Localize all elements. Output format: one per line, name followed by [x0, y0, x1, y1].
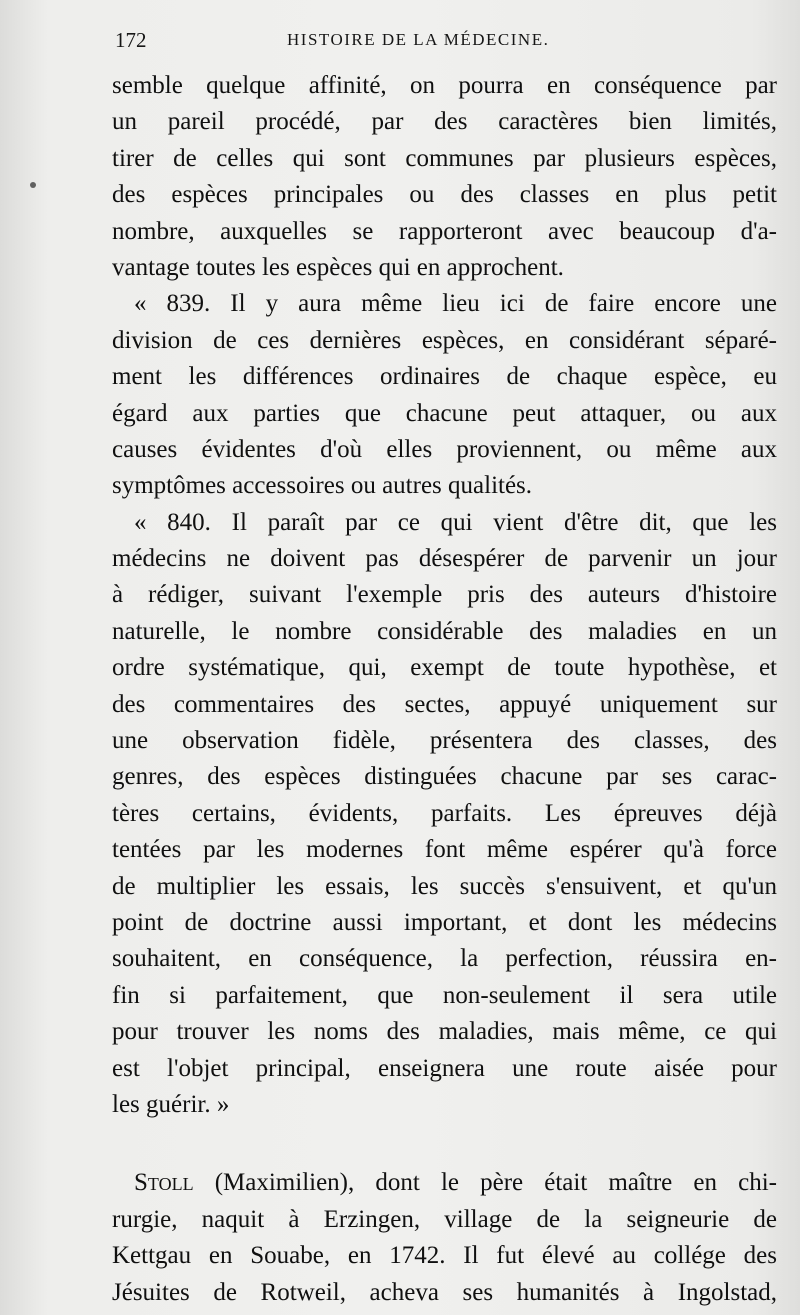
text-line: ordre systématique, qui, exempt de toute hypothèse, et [112, 654, 777, 682]
text-line: naturelle, le nombre considérable des maladies en un [112, 617, 777, 645]
running-head [115, 28, 780, 58]
text-line: Kettgau en Souabe, en 1742. Il fut élevé au collége des [112, 1242, 777, 1270]
text-line: fin si parfaitement, que non-seulement il sera utile [112, 981, 777, 1009]
text-line: est l'objet principal, enseignera une route aisée pour [112, 1054, 777, 1082]
text-line: rurgie, naquit à Erzingen, village de la seigneurie de [112, 1205, 777, 1233]
stoll-entry-start [112, 1165, 777, 1201]
text-line: tentées par les modernes font même espérer qu'à force [112, 836, 777, 864]
stoll-line-text: (Maximilien), dont le père était maître en chi- [193, 1169, 777, 1197]
margin-mark [30, 182, 36, 188]
text-line: tirer de celles qui sont communes par plusieurs espèces, [112, 144, 777, 172]
stoll-name: Stoll [134, 1169, 194, 1197]
body-text [112, 68, 777, 1311]
text-line: causes évidentes d'où elles proviennent, ou même aux [112, 435, 777, 463]
text-line: semble quelque affinité, on pourra en conséquence par [112, 72, 777, 99]
text-line: les guérir. » [112, 1090, 230, 1118]
text-line: Jésuites de Rotweil, acheva ses humanités à Ingolstad, [112, 1278, 777, 1306]
text-line: des commentaires des sectes, appuyé uniquement sur [112, 690, 777, 718]
text-line: souhaitent, en conséquence, la perfection, réussira en- [112, 945, 777, 973]
text-line: vantage toutes les espèces qui en approchent. [112, 253, 564, 281]
text-line: tères certains, évidents, parfaits. Les épreuves déjà [112, 799, 777, 827]
text-line: de multiplier les essais, les succès s'ensuivent, et qu'un [112, 872, 777, 900]
paragraph-839-start: « 839. Il y aura même lieu ici de faire encore une [134, 290, 777, 318]
page-number: 172 [115, 28, 147, 52]
text-line: un pareil procédé, par des caractères bien limités, [112, 108, 777, 136]
section-gap [112, 1123, 777, 1165]
text-line: symptômes accessoires ou autres qualités. [112, 472, 533, 500]
text-line: pour trouver les noms des maladies, mais même, ce qui [112, 1018, 777, 1046]
running-title: HISTOIRE DE LA MÉDECINE. [287, 30, 550, 49]
text-line: genres, des espèces distinguées chacune par ses carac- [112, 763, 777, 791]
text-line: à rédiger, suivant l'exemple pris des auteurs d'histoire [112, 581, 777, 609]
text-line: nombre, auxquelles se rapporteront avec beaucoup d'a- [112, 217, 777, 245]
text-line: ment les différences ordinaires de chaque espèce, eu [112, 363, 777, 391]
text-line: égard aux parties que chacune peut attaquer, ou aux [112, 399, 777, 427]
text-line: des espèces principales ou des classes en plus petit [112, 181, 777, 209]
text-line: point de doctrine aussi important, et dont les médecins [112, 908, 777, 936]
text-line: division de ces dernières espèces, en considérant séparé- [112, 326, 777, 354]
text-line: une observation fidèle, présentera des classes, des [112, 727, 777, 755]
paragraph-840-start: « 840. Il paraît par ce qui vient d'être dit, que les [134, 508, 777, 536]
text-line: médecins ne doivent pas désespérer de parvenir un jour [112, 545, 777, 573]
